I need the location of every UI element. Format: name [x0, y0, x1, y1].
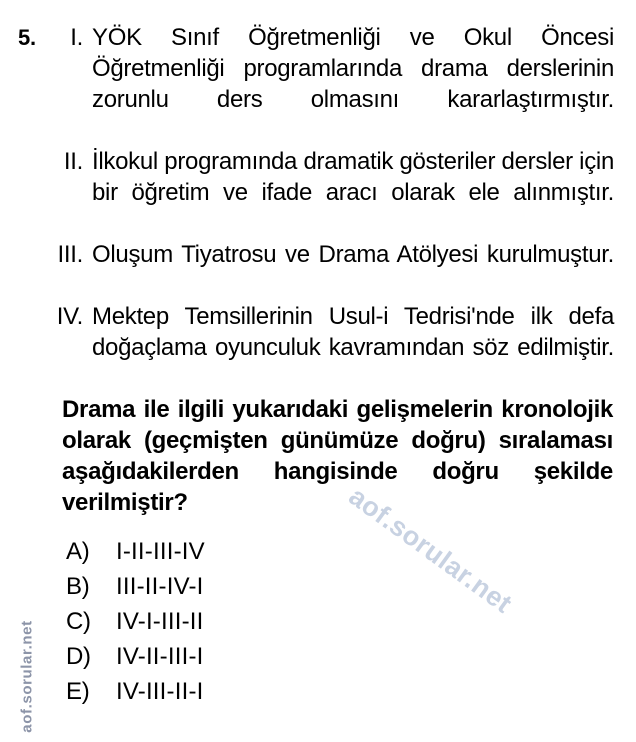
statement-marker: IV.	[56, 303, 83, 330]
answer-options	[66, 534, 486, 709]
option-text: IV-I-III-II	[116, 608, 204, 635]
statement-item	[56, 146, 614, 239]
statement-marker: III.	[57, 241, 83, 268]
statement-text: Mektep Temsillerinin Usul-i Tedrisi'nde ilk defa doğaçlama oyunculuk kavramından söz edilmiştir.	[92, 303, 614, 361]
statement-item	[56, 239, 614, 301]
option-letter: C)	[66, 608, 91, 635]
diagonal-watermark: aof.sorular.net	[343, 480, 518, 619]
statement-text: İlkokul programında dramatik gösteriler dersler için bir öğretim ve ifade aracı olarak ele alınmıştır.	[92, 148, 614, 206]
question-stem: Drama ile ilgili yukarıdaki gelişmelerin kronolojik olarak (geçmişten günümüze doğru) sıralaması aşağıdakilerden hangisinde doğru şekilde verilmiştir?	[62, 396, 613, 516]
question-number: 5.	[18, 25, 36, 50]
option-text: IV-III-II-I	[116, 678, 204, 705]
option-text: III-II-IV-I	[116, 573, 204, 600]
statement-item	[56, 22, 614, 146]
option-letter: D)	[66, 643, 91, 670]
option-d[interactable]	[66, 639, 486, 674]
option-b[interactable]	[66, 569, 486, 604]
statement-text: Oluşum Tiyatrosu ve Drama Atölyesi kurulmuştur.	[92, 241, 614, 268]
option-text: I-II-III-IV	[116, 538, 205, 565]
statement-text: YÖK Sınıf Öğretmenliği ve Okul Öncesi Öğretmenliği programlarında drama derslerinin zorunlu ders olmasını kararlaştırmıştır.	[92, 24, 614, 113]
statement-marker: I.	[70, 24, 83, 51]
statement-marker: II.	[63, 148, 83, 175]
option-e[interactable]	[66, 674, 486, 709]
option-letter: A)	[66, 538, 90, 565]
option-c[interactable]	[66, 604, 486, 639]
vertical-watermark: aof.sorular.net	[18, 620, 36, 733]
option-a[interactable]	[66, 534, 486, 569]
statement-list	[56, 22, 614, 394]
option-letter: E)	[66, 678, 90, 705]
option-text: IV-II-III-I	[116, 643, 204, 670]
statement-item	[56, 301, 614, 394]
option-letter: B)	[66, 573, 90, 600]
